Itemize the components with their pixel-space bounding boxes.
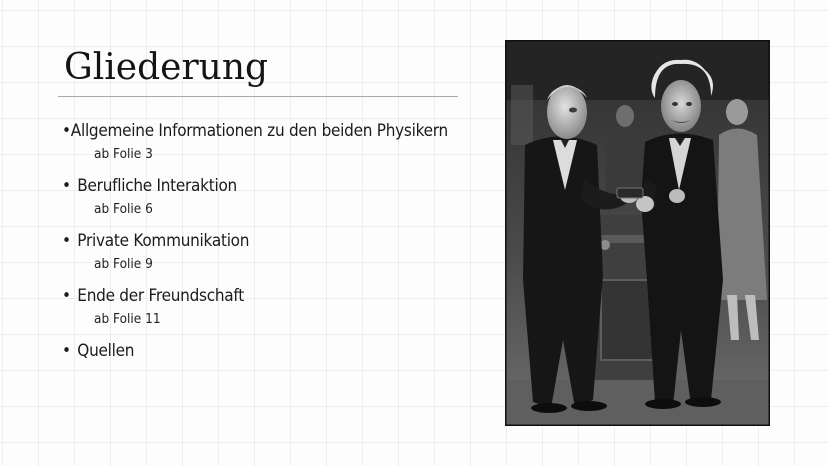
- title-divider: [58, 96, 458, 97]
- agenda-item-label: Private Kommunikation: [77, 231, 250, 251]
- agenda-item-label: Berufliche Interaktion: [77, 176, 237, 196]
- bullet-icon: •: [62, 286, 71, 306]
- agenda-item-4: [62, 283, 482, 329]
- agenda-item-sub: ab Folie 6: [94, 201, 153, 217]
- agenda-item-sub: ab Folie 9: [94, 256, 153, 272]
- photo-two-men-handshake-icon: [505, 40, 770, 426]
- agenda-item-label: Allgemeine Informationen zu den beiden Physikern: [70, 121, 448, 141]
- agenda-item-3: [62, 228, 482, 274]
- agenda-list: [62, 118, 482, 373]
- agenda-item-sub: ab Folie 11: [94, 311, 161, 327]
- agenda-item-label: Ende der Freundschaft: [77, 286, 244, 306]
- slide-title: Gliederung: [64, 47, 269, 88]
- agenda-item-label: Quellen: [77, 341, 135, 361]
- bullet-icon: •: [62, 176, 71, 196]
- bullet-icon: •: [62, 121, 71, 141]
- bullet-icon: •: [62, 341, 71, 361]
- agenda-item-1: [62, 118, 482, 164]
- bullet-icon: •: [62, 231, 71, 251]
- agenda-item-sub: ab Folie 3: [94, 146, 153, 162]
- agenda-item-5: [62, 338, 482, 364]
- agenda-item-2: [62, 173, 482, 219]
